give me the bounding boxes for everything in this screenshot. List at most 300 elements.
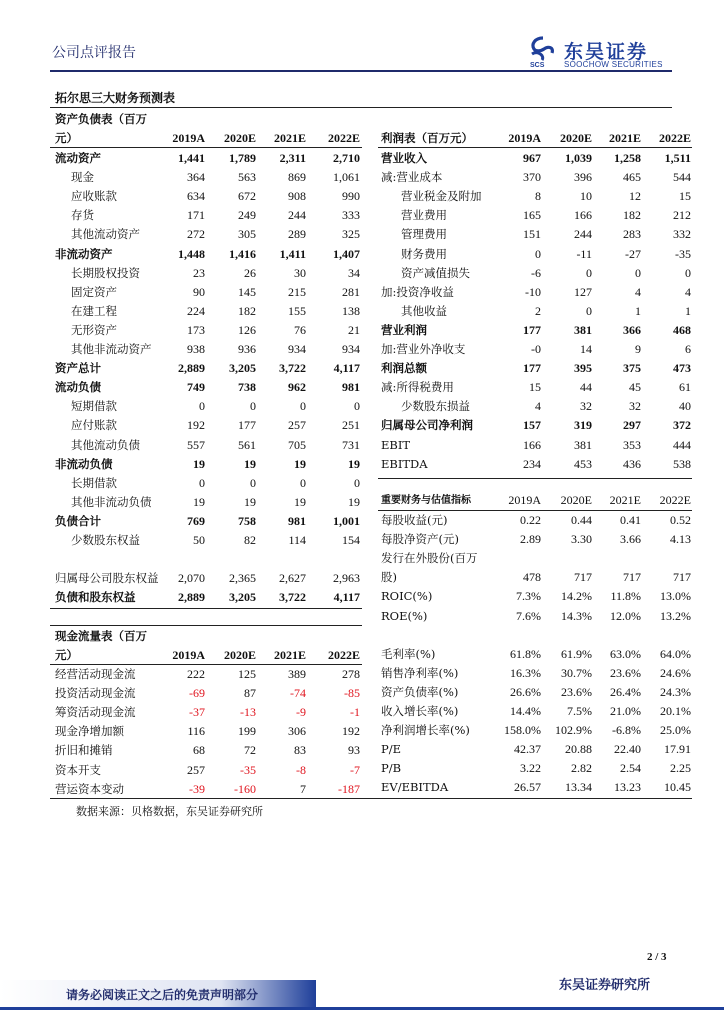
row-label: 流动资产 (55, 151, 101, 165)
row-label: 现金 (71, 170, 94, 185)
cell-value: 114 (288, 533, 306, 547)
footer-divider (0, 1007, 724, 1010)
cell-value: 244 (574, 227, 592, 242)
row-label: 加:营业外净收支 (381, 342, 466, 356)
cell-value: -35 (240, 762, 256, 777)
cell-value: 13.2% (660, 608, 691, 623)
cell-value: 717 (574, 570, 592, 585)
column-header-year: 2020E (560, 493, 592, 507)
cell-value: 306 (288, 724, 306, 739)
cell-value: 453 (574, 456, 592, 471)
cell-value: 23 (193, 265, 205, 280)
cell-value: 19 (193, 456, 205, 471)
cell-value: 7 (300, 781, 306, 796)
column-header-year: 2021E (609, 493, 641, 507)
cell-value: 981 (342, 380, 360, 395)
cell-value: 171 (187, 208, 205, 223)
column-header-year: 2022E (659, 493, 691, 507)
row-label: 归属母公司净利润 (381, 418, 473, 433)
row-label: 经营活动现金流 (55, 667, 136, 681)
row-label: 每股收益(元) (381, 513, 448, 527)
cell-value: 2.89 (520, 532, 541, 547)
cell-value: 297 (623, 418, 641, 433)
cell-value: 19 (193, 494, 205, 509)
column-header-year: 2021E (273, 131, 306, 145)
cell-value: 2.82 (571, 761, 592, 776)
column-header-year: 2020E (223, 131, 256, 145)
data-source-note: 数据来源：贝格数据，东吴证券研究所 (76, 805, 263, 818)
cell-value: 93 (348, 743, 360, 758)
cell-value: 44 (580, 380, 592, 395)
cell-value: 12.0% (610, 608, 641, 623)
cell-value: 4,117 (333, 590, 360, 605)
cell-value: 32 (629, 399, 641, 414)
row-label: 固定资产 (71, 284, 117, 299)
cell-value: 372 (673, 418, 691, 433)
cell-value: 30.7% (561, 665, 592, 680)
cell-value: -0 (531, 342, 541, 356)
cell-value: 182 (623, 208, 641, 223)
cell-value: 557 (187, 437, 205, 452)
row-label: 财务费用 (401, 246, 447, 261)
cell-value: 50 (193, 533, 205, 547)
cell-value: 63.0% (610, 646, 641, 661)
cell-value: 0.41 (620, 513, 641, 527)
cell-value: 436 (623, 456, 641, 471)
cell-value: 2,710 (333, 151, 360, 165)
cell-value: 3,722 (279, 361, 306, 376)
cell-value: 389 (288, 667, 306, 681)
cell-value: 25.0% (660, 723, 691, 738)
cell-value: 14.3% (561, 608, 592, 623)
cell-value: 0 (199, 475, 205, 490)
cell-value: 19 (294, 456, 306, 471)
row-label: 营业利润 (381, 322, 427, 337)
cell-value: -69 (189, 686, 205, 701)
column-header-year: 2019A (172, 131, 205, 145)
cell-value: -27 (625, 246, 641, 261)
cell-value: 24.6% (660, 665, 691, 680)
cell-value: 17.91 (664, 742, 691, 757)
row-label: 资本开支 (55, 762, 101, 777)
cell-value: 19 (294, 494, 306, 509)
cell-value: 272 (187, 227, 205, 242)
cell-value: 396 (574, 170, 592, 185)
page-number: 2 / 3 (647, 951, 667, 963)
cell-value: 0 (199, 399, 205, 414)
cell-value: -8 (296, 762, 306, 777)
cell-value: 26.57 (514, 780, 541, 795)
row-label: 发行在外股份(百万 (381, 551, 478, 566)
cell-value: 0 (300, 399, 306, 414)
document-type: 公司点评报告 (52, 45, 136, 61)
row-label: 少数股东权益 (71, 533, 140, 547)
cash-flow-title: 现金流量表（百万 (55, 629, 147, 643)
cell-value: 717 (673, 570, 691, 585)
cell-value: 934 (288, 342, 306, 356)
cell-value: 3,205 (229, 361, 256, 376)
cell-value: 3.30 (571, 532, 592, 547)
cell-value: 1,448 (178, 246, 205, 261)
cell-value: 90 (193, 284, 205, 299)
cell-value: 7.3% (516, 589, 541, 604)
cell-value: 26.4% (610, 684, 641, 699)
cell-value: 4 (535, 399, 541, 414)
cell-value: 13.23 (614, 780, 641, 795)
cell-value: 473 (673, 361, 691, 376)
row-label: 长期借款 (71, 475, 117, 490)
cell-value: 444 (673, 437, 691, 452)
cell-value: -37 (189, 705, 205, 720)
soochow-logo-icon (528, 36, 558, 68)
column-header-year: 2019A (172, 648, 205, 662)
cell-value: 289 (288, 227, 306, 242)
cell-value: 1,416 (229, 246, 256, 261)
cell-value: 1,511 (664, 151, 691, 165)
cell-value: 21 (348, 322, 360, 337)
row-label: 少数股东损益 (401, 399, 470, 414)
column-header-year: 2021E (273, 648, 306, 662)
cell-value: 19 (244, 456, 256, 471)
cell-value: 278 (342, 667, 360, 681)
balance-sheet-header-rule (50, 147, 362, 148)
cell-value: 325 (342, 227, 360, 242)
header-divider (50, 70, 672, 72)
row-label: 非流动负债 (55, 456, 113, 471)
cell-value: 87 (244, 686, 256, 701)
cell-value: 2,627 (279, 571, 306, 586)
cell-value: -6.8% (612, 723, 641, 738)
cell-value: 938 (187, 342, 205, 356)
cell-value: 1 (635, 303, 641, 318)
cell-value: 465 (623, 170, 641, 185)
cell-value: 749 (187, 380, 205, 395)
cell-value: 23.6% (610, 665, 641, 680)
row-label: 其他流动资产 (71, 227, 140, 242)
cell-value: 0.44 (571, 513, 592, 527)
cell-value: 83 (294, 743, 306, 758)
cash-flow-top-rule (50, 625, 362, 626)
row-label: 净利润增长率(%) (381, 723, 470, 738)
cell-value: 731 (342, 437, 360, 452)
column-header-year: 2020E (559, 131, 592, 145)
cell-value: 2 (535, 303, 541, 318)
cell-value: 2.25 (670, 761, 691, 776)
row-label: 其他非流动负债 (71, 494, 152, 509)
cell-value: 3.22 (520, 761, 541, 776)
cell-value: 13.0% (660, 589, 691, 604)
cell-value: 0 (300, 475, 306, 490)
cell-value: 234 (523, 456, 541, 471)
cell-value: 3,722 (279, 590, 306, 605)
column-header-year: 2022E (327, 648, 360, 662)
cell-value: 561 (238, 437, 256, 452)
section-title: 拓尔思三大财务预测表 (55, 91, 176, 105)
footer-brand: 东吴证券研究所 (559, 978, 651, 993)
row-label: 资产负债率(%) (381, 684, 459, 699)
cell-value: 1,441 (178, 151, 205, 165)
cell-value: 2,365 (229, 571, 256, 586)
row-label: 流动负债 (55, 380, 101, 395)
cell-value: -35 (675, 246, 691, 261)
cell-value: 182 (238, 303, 256, 318)
cell-value: 177 (238, 418, 256, 433)
row-label: 营业税金及附加 (401, 189, 482, 204)
cell-value: 224 (187, 303, 205, 318)
cell-value: 177 (523, 322, 541, 337)
row-label: 减:营业成本 (381, 170, 443, 185)
cell-value: 61.8% (510, 646, 541, 661)
cell-value: 222 (187, 667, 205, 681)
key-metrics-header-rule (378, 510, 692, 511)
cell-value: 14 (580, 342, 592, 356)
cell-value: 1,258 (614, 151, 641, 165)
cell-value: 1 (685, 303, 691, 318)
row-label: 应收账款 (71, 189, 117, 204)
row-label: 长期股权投资 (71, 265, 140, 280)
cell-value: 20.1% (660, 704, 691, 718)
cell-value: 3,205 (229, 590, 256, 605)
row-label: 资产总计 (55, 361, 101, 376)
cell-value: 2,889 (178, 590, 205, 605)
cell-value: -9 (296, 705, 306, 720)
cell-value: -160 (234, 781, 256, 796)
cell-value: 61 (679, 380, 691, 395)
cell-value: 934 (342, 342, 360, 356)
row-label: P/E (381, 742, 402, 757)
cell-value: 42.37 (514, 742, 541, 757)
cell-value: 705 (288, 437, 306, 452)
row-label: ROE(%) (381, 608, 428, 623)
cell-value: 281 (342, 284, 360, 299)
cell-value: 0 (535, 246, 541, 261)
row-label: 非流动资产 (55, 246, 113, 261)
cell-value: 0 (354, 475, 360, 490)
cell-value: 102.9% (555, 723, 592, 738)
row-label: 每股净资产(元) (381, 532, 459, 547)
row-label: 销售净利率(%) (381, 665, 459, 680)
cell-value: 6 (685, 342, 691, 356)
logo-chinese-name: 东吴证券 (564, 41, 649, 63)
row-label: 负债合计 (55, 513, 101, 528)
cell-value: 4 (635, 284, 641, 299)
row-label: 折旧和摊销 (55, 743, 113, 758)
cell-value: 0 (586, 265, 592, 280)
cell-value: 19 (348, 494, 360, 509)
cell-value: 0 (250, 475, 256, 490)
cell-value: 30 (294, 265, 306, 280)
cell-value: 1,789 (229, 151, 256, 165)
cell-value: 19 (244, 494, 256, 509)
cell-value: 40 (679, 399, 691, 414)
cell-value: 257 (288, 418, 306, 433)
cell-value: 125 (238, 667, 256, 681)
cell-value: 19 (348, 456, 360, 471)
cell-value: 72 (244, 743, 256, 758)
cell-value: 4.13 (670, 532, 691, 547)
column-header-year: 2019A (508, 493, 541, 507)
cell-value: -7 (350, 762, 360, 777)
cell-value: 717 (623, 570, 641, 585)
cell-value: 215 (288, 284, 306, 299)
cell-value: 68 (193, 743, 205, 758)
cell-value: 3.66 (620, 532, 641, 547)
cell-value: 305 (238, 227, 256, 242)
cell-value: 14.4% (510, 704, 541, 718)
cell-value: 154 (342, 533, 360, 547)
cell-value: 381 (574, 437, 592, 452)
cell-value: 2.54 (620, 761, 641, 776)
cell-value: 45 (629, 380, 641, 395)
cell-value: 370 (523, 170, 541, 185)
cell-value: 0 (635, 265, 641, 280)
cell-value: 244 (288, 208, 306, 223)
row-label: EBIT (381, 437, 411, 452)
row-label: 营业费用 (401, 208, 447, 223)
column-header-year: 2019A (508, 131, 541, 145)
row-label: 投资活动现金流 (55, 686, 136, 701)
row-label: 筹资活动现金流 (55, 705, 136, 720)
row-label: EBITDA (381, 456, 428, 471)
cell-value: 249 (238, 208, 256, 223)
cell-value: 2,889 (178, 361, 205, 376)
row-label: 无形资产 (71, 322, 117, 337)
cell-value: 158.0% (504, 723, 541, 738)
cell-value: 15 (529, 380, 541, 395)
cell-value: 364 (187, 170, 205, 185)
cell-value: 199 (238, 724, 256, 739)
cell-value: 967 (523, 151, 541, 165)
cell-value: 11.8% (610, 589, 641, 604)
logo-mark-text: SCS (530, 62, 545, 68)
cell-value: 936 (238, 342, 256, 356)
logo-english-name: SOOCHOW SECURITIES (564, 60, 663, 69)
cell-value: 212 (673, 208, 691, 223)
cell-value: 24.3% (660, 684, 691, 699)
cell-value: 138 (342, 303, 360, 318)
cell-value: 319 (574, 418, 592, 433)
cell-value: 0 (250, 399, 256, 414)
cell-value: 2,311 (279, 151, 306, 165)
cell-value: 1,407 (333, 246, 360, 261)
row-label: 在建工程 (71, 303, 117, 318)
cell-value: 192 (187, 418, 205, 433)
cell-value: 166 (523, 437, 541, 452)
cell-value: 7.6% (516, 608, 541, 623)
cell-value: 353 (623, 437, 641, 452)
cell-value: 738 (238, 380, 256, 395)
balance-sheet-title: 资产负债表（百万 (55, 112, 147, 126)
cell-value: 12 (629, 189, 641, 204)
cell-value: 4 (685, 284, 691, 299)
cell-value: 165 (523, 208, 541, 223)
cell-value: 769 (187, 513, 205, 528)
cell-value: 672 (238, 189, 256, 204)
cell-value: 166 (574, 208, 592, 223)
cell-value: 10.45 (664, 780, 691, 795)
cell-value: 20.88 (565, 742, 592, 757)
cell-value: 538 (673, 456, 691, 471)
cell-value: 990 (342, 189, 360, 204)
row-label: 加:投资净收益 (381, 284, 454, 299)
row-label: ROIC(%) (381, 589, 433, 604)
cell-value: 82 (244, 533, 256, 547)
cell-value: 177 (523, 361, 541, 376)
row-label: 其他流动负债 (71, 437, 140, 452)
cell-value: 634 (187, 189, 205, 204)
cell-value: 563 (238, 170, 256, 185)
cell-value: 251 (342, 418, 360, 433)
row-label: 股) (381, 570, 397, 585)
cell-value: -10 (525, 284, 541, 299)
row-label: EV/EBITDA (381, 780, 449, 795)
cell-value: 116 (187, 724, 205, 739)
key-metrics-title: 重要财务与估值指标 (381, 495, 471, 506)
balance-sheet-title-cont: 元） (55, 131, 78, 145)
cell-value: 15 (679, 189, 691, 204)
row-label: 营运资本变动 (55, 781, 124, 796)
cell-value: 1,001 (333, 513, 360, 528)
row-label: 其他收益 (401, 303, 447, 318)
row-label: 管理费用 (401, 227, 447, 242)
row-label: 收入增长率(%) (381, 704, 459, 718)
cell-value: 468 (673, 322, 691, 337)
row-label: P/B (381, 761, 402, 776)
row-label: 短期借款 (71, 399, 117, 414)
cell-value: 283 (623, 227, 641, 242)
row-label: 应付账款 (71, 418, 117, 433)
row-label: 减:所得税费用 (381, 380, 454, 395)
cell-value: -6 (531, 265, 541, 280)
cell-value: 155 (288, 303, 306, 318)
cell-value: 257 (187, 762, 205, 777)
row-label: 营业收入 (381, 151, 427, 165)
cell-value: 145 (238, 284, 256, 299)
cell-value: 21.0% (610, 704, 641, 718)
cell-value: -39 (189, 781, 205, 796)
cell-value: 61.9% (561, 646, 592, 661)
cell-value: 366 (623, 322, 641, 337)
cell-value: 2,070 (178, 571, 205, 586)
cell-value: 0 (354, 399, 360, 414)
income-statement-title: 利润表（百万元） (381, 131, 473, 145)
cell-value: -13 (240, 705, 256, 720)
row-label: 毛利率(%) (381, 646, 436, 661)
cell-value: 126 (238, 322, 256, 337)
row-label: 资产减值损失 (401, 265, 470, 280)
cell-value: 151 (523, 227, 541, 242)
income-statement-header-rule (378, 147, 692, 148)
column-header-year: 2022E (327, 131, 360, 145)
cell-value: 544 (673, 170, 691, 185)
cell-value: 981 (288, 513, 306, 528)
cell-value: 192 (342, 724, 360, 739)
cell-value: 7.5% (567, 704, 592, 718)
cell-value: 157 (523, 418, 541, 433)
cell-value: 23.6% (561, 684, 592, 699)
row-label: 现金净增加额 (55, 724, 124, 739)
cell-value: 32 (580, 399, 592, 414)
cell-value: -187 (338, 781, 360, 796)
cell-value: 127 (574, 284, 592, 299)
cash-flow-title-cont: 元） (55, 648, 78, 662)
cell-value: 395 (574, 361, 592, 376)
cell-value: 76 (294, 322, 306, 337)
disclaimer-text: 请务必阅读正文之后的免责声明部分 (66, 988, 259, 1002)
cell-value: 0 (685, 265, 691, 280)
column-header-year: 2022E (658, 131, 691, 145)
cell-value: -85 (344, 686, 360, 701)
